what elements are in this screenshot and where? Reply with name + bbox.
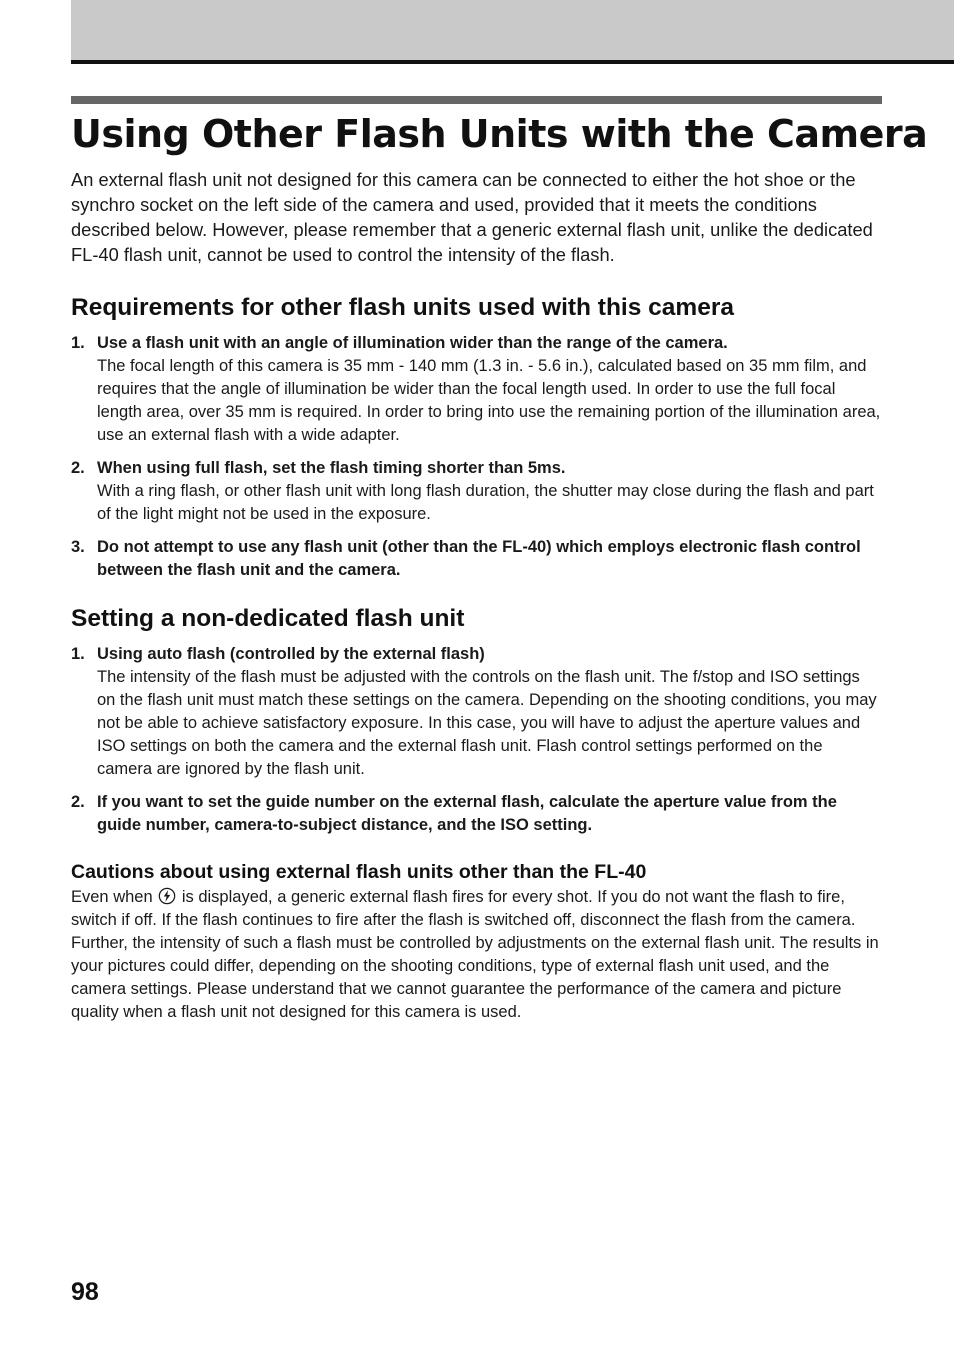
item-number: 1. (71, 334, 85, 352)
page-number: 98 (71, 1278, 99, 1306)
intro-paragraph: An external flash unit not designed for this camera can be connected to either the hot shoe or the synchro socket on the left side of the camera and used, provided that it meets the conditions described below. However, please remember that a generic external flash unit, unlike the dedicated FL-40 flash unit, cannot be used to control the intensity of the flash. (71, 169, 873, 265)
list-item (71, 457, 882, 526)
setting-heading: Setting a non-dedicated flash unit (71, 605, 465, 632)
item-body: With a ring flash, or other flash unit with long flash duration, the shutter may close during the flash and part of the light might not be used in the exposure. (97, 482, 874, 523)
item-body: The intensity of the flash must be adjusted with the controls on the flash unit. The f/stop and ISO settings on the flash unit must match these settings on the camera. Depending on the shooting conditions, you may not be able to achieve satisfactory exposure. In this case, you will have to adjust the aperture values and ISO settings on both the camera and the external flash unit. Flash control settings performed on the camera are ignored by the flash unit. (97, 668, 877, 778)
list-item (71, 332, 882, 447)
cautions-paragraph (71, 886, 882, 1024)
title-rule (71, 96, 882, 104)
item-number: 2. (71, 459, 85, 477)
item-heading: When using full flash, set the flash timing shorter than 5ms. (97, 459, 566, 477)
page-title: Using Other Flash Units with the Camera (71, 112, 928, 156)
item-heading: If you want to set the guide number on the external flash, calculate the aperture value from the guide number, camera-to-subject distance, and the ISO setting. (97, 793, 837, 834)
item-heading: Using auto flash (controlled by the external flash) (97, 645, 485, 663)
list-item (71, 536, 882, 582)
item-number: 1. (71, 645, 85, 663)
list-item (71, 643, 882, 781)
cautions-text-end: is displayed, a generic external flash fires for every shot. If you do not want the flash to fire, switch if off. If the flash continues to fire after the flash is switched off, disconnect the flash from the camera. Further, the intensity of such a flash must be controlled by adjustments on the external flash unit. The results in your pictures could differ, depending on the shooting conditions, type of external flash unit used, and the camera settings. Please understand that we cannot guarantee the performance of the camera and picture quality when a flash unit not designed for this camera is used. (71, 888, 879, 1021)
flash-mode-icon (158, 887, 176, 905)
header-band (71, 0, 954, 64)
requirements-heading: Requirements for other flash units used with this camera (71, 294, 734, 321)
requirements-list (71, 332, 882, 582)
item-number: 2. (71, 793, 85, 811)
list-item (71, 791, 882, 837)
item-heading: Do not attempt to use any flash unit (other than the FL-40) which employs electronic flash control between the flash unit and the camera. (97, 538, 861, 579)
page-content (71, 167, 882, 1024)
item-heading: Use a flash unit with an angle of illumination wider than the range of the camera. (97, 334, 728, 352)
item-body: The focal length of this camera is 35 mm - 140 mm (1.3 in. - 5.6 in.), calculated based on 35 mm film, and requires that the angle of illumination be wider than the focal length used. In order to use the full focal length area, over 35 mm is required. In order to bring into use the remaining portion of the illumination area, use an external flash with a wide adapter. (97, 357, 881, 444)
cautions-heading: Cautions about using external flash units other than the FL-40 (71, 861, 647, 883)
item-number: 3. (71, 538, 85, 556)
setting-list (71, 643, 882, 837)
cautions-text-start: Even when (71, 888, 153, 906)
